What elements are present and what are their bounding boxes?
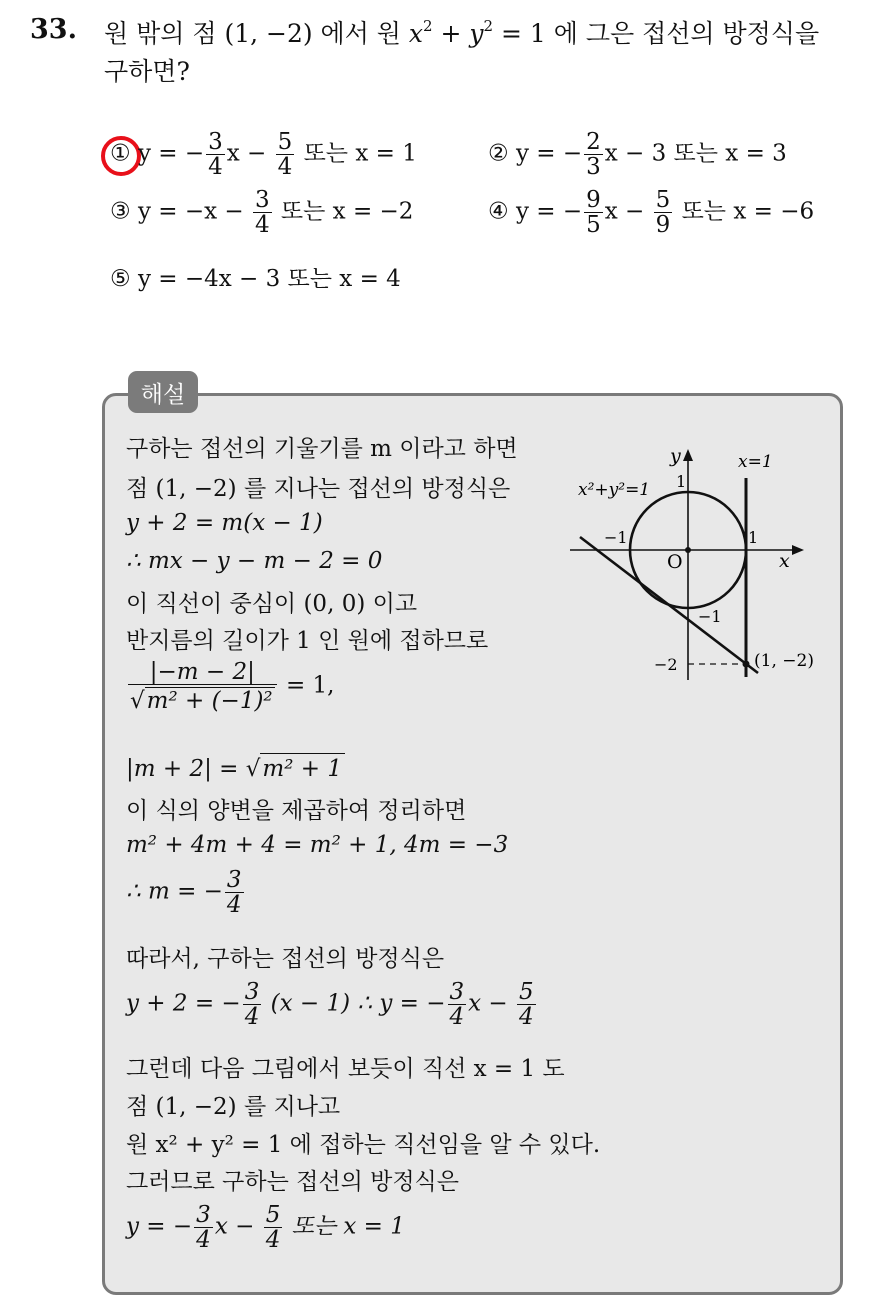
solution-line-13: y + 2 = − $\frac{3}{4}$ (x − 1) ∴ y = − $\frac{3}{4}$ x − $\frac{5}{4}$ (126, 979, 534, 1031)
center-point (685, 547, 691, 553)
x-axis-label: x (779, 550, 790, 572)
tick-label-yneg1: −1 (698, 607, 722, 626)
solution-line-8: |m + 2| = √m² + 1 (126, 753, 345, 782)
solution-line-6: 반지름의 길이가 1 인 원에 접하므로 (126, 628, 489, 654)
option-5[interactable]: ⑤ y = −4x − 3 또는 x = 4 (110, 266, 401, 292)
option-3[interactable]: ③ y = −x − $\frac{3}{4}$ 또는 x = −2 (110, 187, 414, 239)
solution-line-12: 따라서, 구하는 접선의 방정식은 (126, 946, 445, 972)
y-axis-arrow-icon (683, 449, 693, 461)
question-line-1: 원 밖의 점 (1, −2) 에서 원 $x^2 + y^2 = 1$ 에 그은 접선의 방정식을 (104, 16, 820, 48)
solution-line-10: m² + 4m + 4 = m² + 1, 4m = −3 (126, 832, 509, 858)
circle-label: x²+y²=1 (578, 480, 651, 500)
solution-line-16: 원 x² + y² = 1 에 접하는 직선임을 알 수 있다. (126, 1132, 601, 1158)
line-label: x=1 (738, 452, 773, 472)
solution-line-5: 이 직선이 중심이 (0, 0) 이고 (126, 591, 418, 617)
solution-line-1: 구하는 접선의 기울기를 m 이라고 하면 (126, 436, 518, 462)
solution-line-2: 점 (1, −2) 를 지나는 접선의 방정식은 (126, 476, 511, 502)
solution-line-7: $\frac{|-m - 2|}{\text{√m² + (−1)²}}$ = 1, (130, 659, 335, 715)
question-line-2: 구하면? (104, 57, 190, 86)
solution-line-4: ∴ mx − y − m − 2 = 0 (126, 548, 383, 574)
solution-line-14: 그런데 다음 그림에서 보듯이 직선 x = 1 도 (126, 1056, 565, 1082)
solution-line-3: y + 2 = m(x − 1) (126, 510, 323, 536)
origin-label: O (667, 551, 683, 573)
solution-line-17: 그러므로 구하는 접선의 방정식은 (126, 1169, 459, 1195)
tick-label-xneg1: −1 (604, 528, 628, 547)
solution-tab: 해설 (128, 371, 198, 413)
option-2[interactable]: ② y = − $\frac{2}{3}$ x − 3 또는 x = 3 (488, 129, 787, 181)
tick-label-y1: 1 (676, 472, 687, 491)
y-axis-label: y (670, 445, 681, 467)
option-4[interactable]: ④ y = − $\frac{9}{5}$ x − $\frac{5}{9}$ 또는 x = −6 (488, 187, 815, 239)
question-number: 33. (30, 14, 77, 45)
solution-line-11: ∴ m = − $\frac{3}{4}$ (126, 867, 242, 919)
solution-line-9: 이 식의 양변을 제곱하여 정리하면 (126, 798, 467, 824)
x-axis-arrow-icon (792, 545, 804, 555)
point-1-neg2 (743, 661, 750, 668)
point-label: (1, −2) (754, 651, 814, 671)
solution-line-15: 점 (1, −2) 를 지나고 (126, 1094, 341, 1120)
tick-label-yneg2: −2 (654, 655, 678, 674)
option-1[interactable]: ① y = − $\frac{3}{4}$ x − $\frac{5}{4}$ 또는 x = 1 (110, 129, 417, 181)
tick-label-x1: 1 (748, 528, 759, 547)
tangent-figure (560, 440, 830, 690)
solution-line-18: y = − $\frac{3}{4}$ x − $\frac{5}{4}$ 또는 x = 1 (126, 1202, 405, 1254)
